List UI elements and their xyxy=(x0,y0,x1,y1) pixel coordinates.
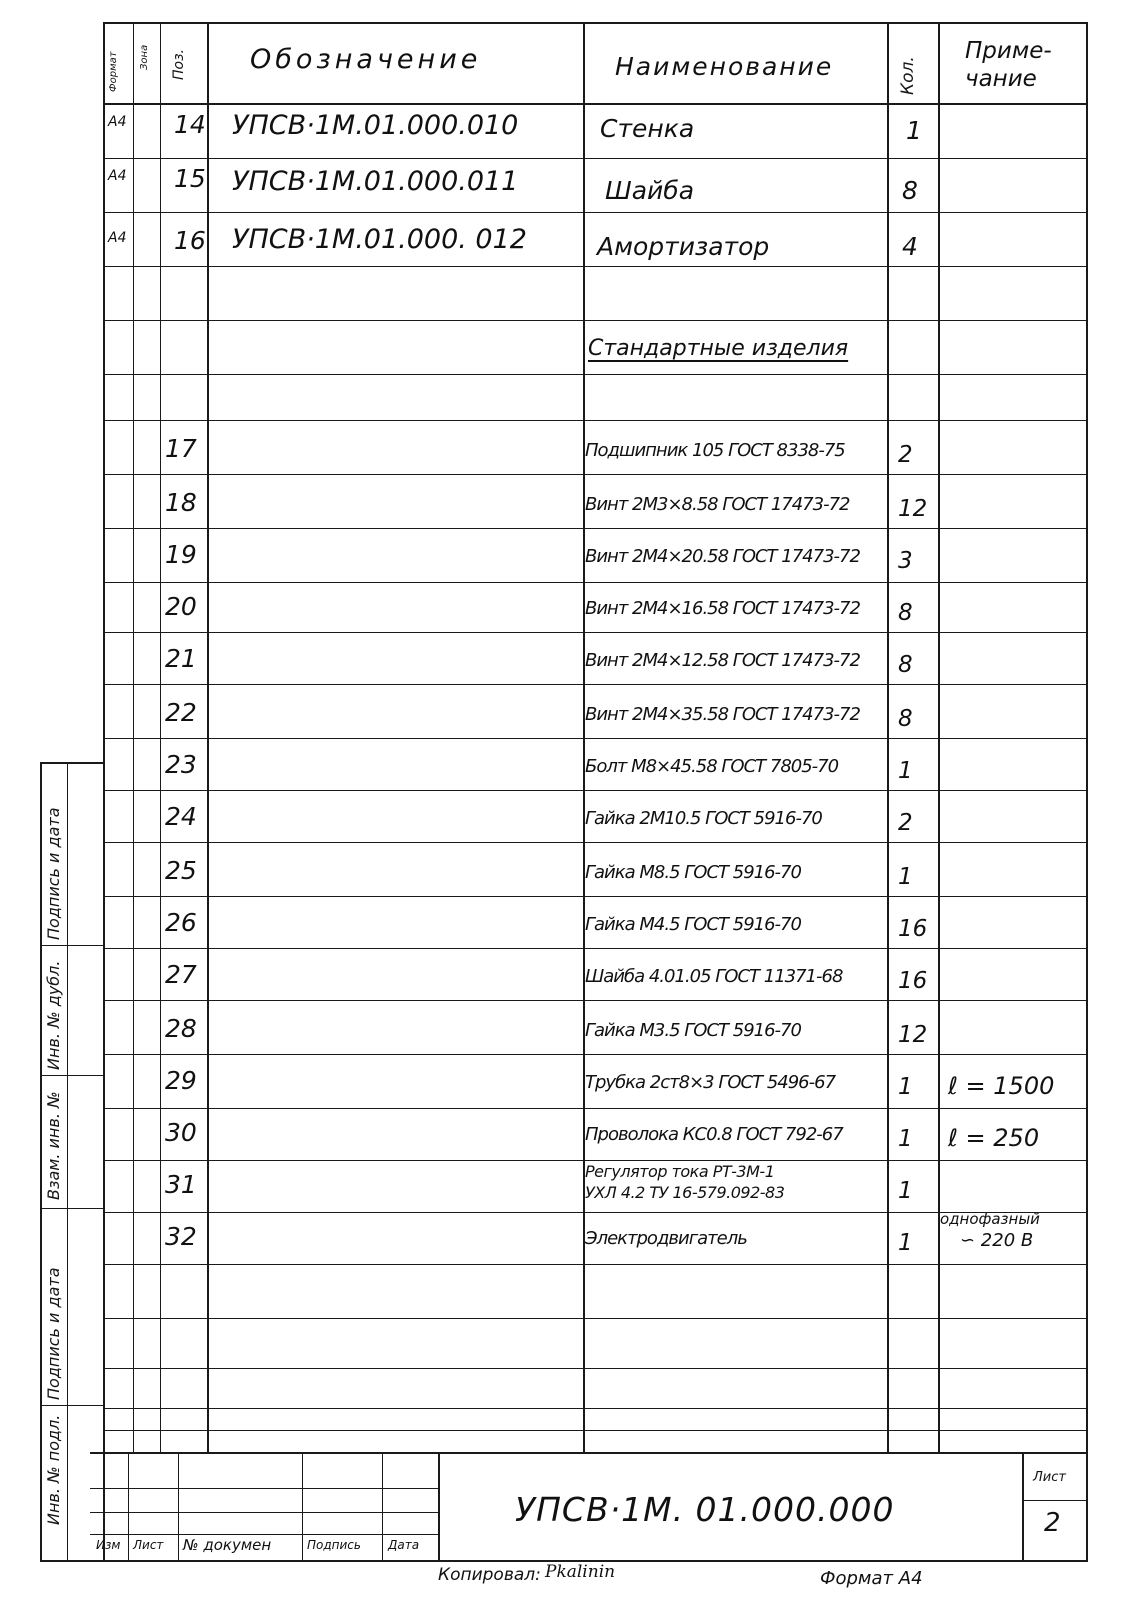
row-format: А4 xyxy=(108,230,127,246)
row-line xyxy=(103,1408,1088,1409)
row-pos: 24 xyxy=(165,802,197,831)
row-note: ℓ = 250 xyxy=(948,1124,1040,1152)
row-name: Проволока КС0.8 ГОСТ 792-67 xyxy=(585,1124,843,1145)
row-pos: 20 xyxy=(165,592,197,621)
document-code: УПСВ·1М. 01.000.000 xyxy=(515,1490,895,1529)
row-line xyxy=(103,582,1088,583)
header-format: Формат xyxy=(108,51,119,92)
row-name: Гайка М4.5 ГОСТ 5916-70 xyxy=(585,914,801,935)
row-qty: 1 xyxy=(898,758,913,784)
row-qty: 2 xyxy=(898,810,913,836)
header-line xyxy=(103,103,1088,105)
row-name: Гайка М8.5 ГОСТ 5916-70 xyxy=(585,862,801,883)
side-strip-top xyxy=(40,762,105,764)
tb-top xyxy=(90,1452,1088,1454)
row-pos: 27 xyxy=(165,960,197,989)
row-name: Подшипник 105 ГОСТ 8338-75 xyxy=(585,440,845,461)
row-qty: 2 xyxy=(898,442,913,468)
row-name: Гайка М3.5 ГОСТ 5916-70 xyxy=(585,1020,801,1041)
row-qty: 12 xyxy=(898,496,928,522)
row-qty: 8 xyxy=(898,706,913,732)
row-pos: 19 xyxy=(165,540,197,569)
header-pos: Поз. xyxy=(171,49,187,80)
row-pos: 28 xyxy=(165,1014,197,1043)
side-strip-inner xyxy=(67,762,68,1562)
row-qty: 1 xyxy=(898,1178,913,1204)
row-note: однофазный xyxy=(940,1210,1040,1228)
side-label-inv-dubl: Инв. № дубл. xyxy=(44,960,63,1070)
frame-top xyxy=(103,22,1088,24)
sheet-label: Лист xyxy=(1033,1470,1066,1485)
tb-row-1 xyxy=(90,1488,440,1489)
row-line xyxy=(103,528,1088,529)
tb-v-5 xyxy=(438,1452,440,1560)
row-line xyxy=(103,1264,1088,1265)
row-qty: 16 xyxy=(898,968,928,994)
row-name: Шайба 4.01.05 ГОСТ 11371-68 xyxy=(585,966,843,987)
section-title: Стандартные изделия xyxy=(588,336,849,361)
row-pos: 29 xyxy=(165,1066,197,1095)
row-qty: 8 xyxy=(898,600,913,626)
row-name: Винт 2М4×35.58 ГОСТ 17473-72 xyxy=(585,704,860,725)
row-name: Винт 2М4×16.58 ГОСТ 17473-72 xyxy=(585,598,860,619)
side-div-3 xyxy=(40,1208,105,1209)
tb-sheet-h xyxy=(1022,1500,1088,1501)
tb-v-1 xyxy=(128,1452,129,1560)
side-strip-left xyxy=(40,762,42,1562)
row-line xyxy=(103,1000,1088,1001)
row-line xyxy=(103,474,1088,475)
row-line xyxy=(103,790,1088,791)
row-qty: 4 xyxy=(902,232,918,261)
row-line xyxy=(103,320,1088,321)
row-format: А4 xyxy=(108,168,127,184)
side-label-podp-data-1: Подпись и дата xyxy=(44,1267,63,1400)
side-div-1 xyxy=(40,945,105,946)
row-line xyxy=(103,948,1088,949)
row-name: Электродвигатель xyxy=(585,1228,747,1249)
row-line xyxy=(103,842,1088,843)
tb-doc-no: № докумен xyxy=(183,1536,272,1554)
row-name: Винт 2М4×20.58 ГОСТ 17473-72 xyxy=(585,546,860,567)
row-pos: 22 xyxy=(165,698,197,727)
header-qty: Кол. xyxy=(898,56,918,95)
header-designation: Обозначение xyxy=(250,44,482,75)
tb-v-sheet xyxy=(1022,1452,1024,1560)
row-name: Трубка 2ст8×3 ГОСТ 5496-67 xyxy=(585,1072,836,1093)
copied-signature: Pkalinin xyxy=(545,1562,616,1582)
tb-list: Лист xyxy=(133,1538,164,1552)
row-qty: 16 xyxy=(898,916,928,942)
row-line xyxy=(103,684,1088,685)
tb-v-2 xyxy=(178,1452,179,1560)
side-label-podp-data-2: Подпись и дата xyxy=(44,807,63,940)
row-line xyxy=(103,266,1088,267)
col-line-zone xyxy=(133,22,134,1452)
side-label-inv-podl: Инв. № подл. xyxy=(44,1414,63,1525)
row-qty: 3 xyxy=(898,548,913,574)
row-line xyxy=(103,1054,1088,1055)
row-line xyxy=(103,738,1088,739)
tb-v-4 xyxy=(382,1452,383,1560)
row-pos: 30 xyxy=(165,1118,197,1147)
row-note-2: ∽ 220 В xyxy=(960,1230,1034,1251)
row-line xyxy=(103,632,1088,633)
row-line xyxy=(103,158,1088,159)
tb-izm: Изм xyxy=(96,1538,121,1552)
format-label: Формат А4 xyxy=(820,1568,923,1589)
col-line-designation xyxy=(207,22,209,1452)
row-name: Амортизатор xyxy=(597,232,770,261)
row-qty: 1 xyxy=(898,864,913,890)
header-note-1: Приме- xyxy=(965,38,1052,64)
row-name: Винт 2М3×8.58 ГОСТ 17473-72 xyxy=(585,494,850,515)
row-designation: УПСВ·1М.01.000.011 xyxy=(232,166,519,197)
row-name: Болт М8×45.58 ГОСТ 7805-70 xyxy=(585,756,839,777)
row-name-2: УХЛ 4.2 ТУ 16-579.092-83 xyxy=(585,1183,785,1202)
row-pos: 17 xyxy=(165,434,197,463)
row-qty: 1 xyxy=(906,116,922,145)
tb-row-2 xyxy=(90,1512,440,1513)
row-pos: 15 xyxy=(174,164,206,193)
row-pos: 31 xyxy=(165,1170,197,1199)
side-label-vzam-inv: Взам. инв. № xyxy=(44,1091,63,1200)
tb-podpis: Подпись xyxy=(307,1538,361,1552)
frame-right xyxy=(1086,22,1088,1562)
row-name: Шайба xyxy=(605,176,695,205)
row-line xyxy=(103,1368,1088,1369)
row-qty: 1 xyxy=(898,1230,913,1256)
row-name: Стенка xyxy=(600,114,695,143)
row-note: ℓ = 1500 xyxy=(948,1072,1055,1100)
row-designation: УПСВ·1М.01.000.010 xyxy=(232,110,519,141)
row-line xyxy=(103,1160,1088,1161)
side-div-2 xyxy=(40,1075,105,1076)
row-line xyxy=(103,420,1088,421)
tb-row-3 xyxy=(90,1534,440,1535)
sheet-number: 2 xyxy=(1044,1508,1061,1538)
row-designation: УПСВ·1М.01.000. 012 xyxy=(232,224,527,255)
col-line-pos xyxy=(160,22,161,1452)
side-strip-bottom xyxy=(40,1560,105,1562)
row-line xyxy=(103,212,1088,213)
row-line xyxy=(103,1430,1088,1431)
row-qty: 12 xyxy=(898,1022,928,1048)
row-qty: 1 xyxy=(898,1074,913,1100)
frame-left xyxy=(103,22,105,1562)
row-pos: 21 xyxy=(165,644,197,673)
row-format: А4 xyxy=(108,114,127,130)
row-pos: 14 xyxy=(174,110,206,139)
header-zone: Зона xyxy=(139,44,150,70)
tb-v-3 xyxy=(302,1452,303,1560)
tb-data: Дата xyxy=(388,1538,420,1552)
col-line-qty xyxy=(887,22,889,1452)
copied-label: Копировал: xyxy=(438,1565,541,1585)
row-name: Винт 2М4×12.58 ГОСТ 17473-72 xyxy=(585,650,860,671)
row-line xyxy=(103,374,1088,375)
row-pos: 32 xyxy=(165,1222,197,1251)
row-pos: 16 xyxy=(174,226,206,255)
row-pos: 23 xyxy=(165,750,197,779)
row-name: Гайка 2М10.5 ГОСТ 5916-70 xyxy=(585,808,822,829)
row-qty: 8 xyxy=(902,176,918,205)
row-line xyxy=(103,1318,1088,1319)
row-line xyxy=(103,1108,1088,1109)
row-line xyxy=(103,896,1088,897)
side-div-4 xyxy=(40,1405,105,1406)
col-line-note xyxy=(938,22,940,1452)
row-name: Регулятор тока РТ-3М-1 xyxy=(585,1162,775,1181)
row-pos: 18 xyxy=(165,488,197,517)
header-name: Наименование xyxy=(615,52,834,81)
row-pos: 25 xyxy=(165,856,197,885)
row-pos: 26 xyxy=(165,908,197,937)
row-qty: 8 xyxy=(898,652,913,678)
row-qty: 1 xyxy=(898,1126,913,1152)
header-note-2: чание xyxy=(965,66,1037,92)
